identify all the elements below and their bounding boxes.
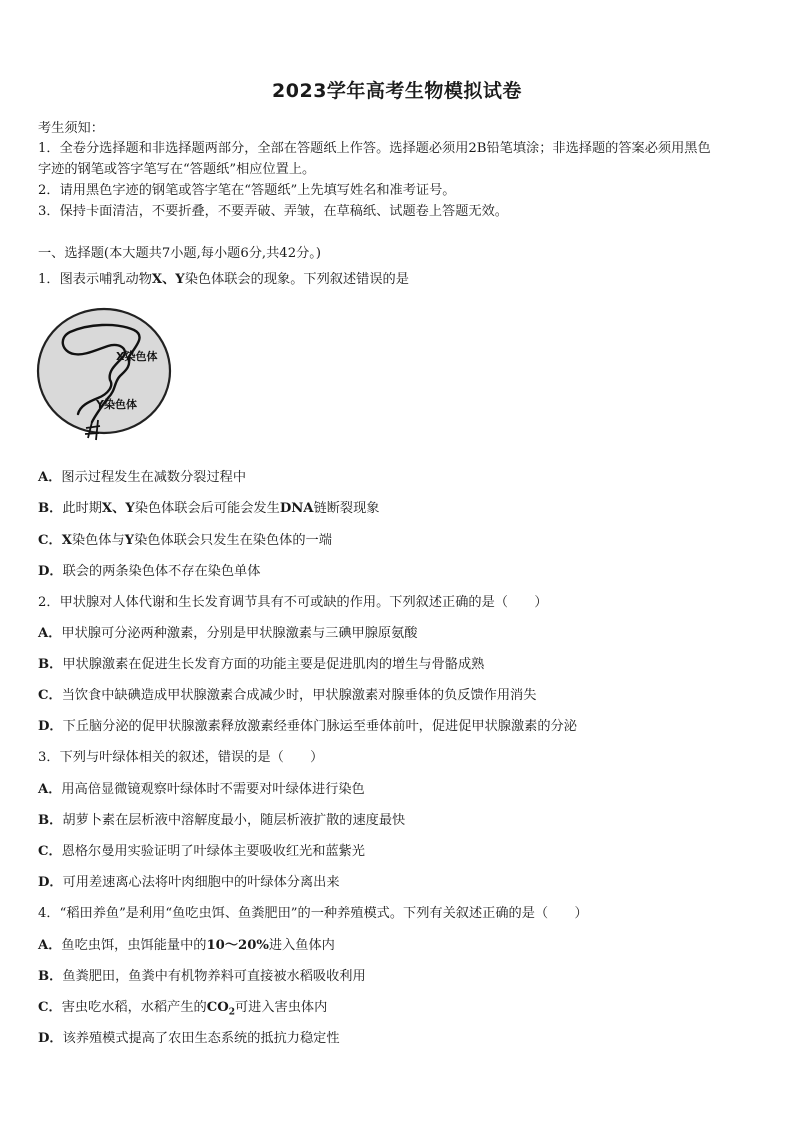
notice-item-1a: 1．全卷分选择题和非选择题两部分，全部在答题纸上作答。选择题必须用2B铅笔填涂；非选择题的答案必须用黑色 <box>38 141 711 156</box>
question-1-stem: 1．图表示哺乳动物X、Y染色体联会的现象。下列叙述错误的是 <box>38 272 409 287</box>
q1-option-a: A．图示过程发生在减数分裂过程中 <box>38 470 247 485</box>
q4-option-d: D．该养殖模式提高了农田生态系统的抵抗力稳定性 <box>38 1031 340 1046</box>
q2-option-a: A．甲状腺可分泌两种激素，分别是甲状腺激素与三碘甲腺原氨酸 <box>38 626 418 641</box>
q3-option-a: A．用高倍显微镜观察叶绿体时不需要对叶绿体进行染色 <box>38 782 365 797</box>
q1-option-d: D．联会的两条染色体不存在染色单体 <box>38 564 261 579</box>
q4-option-c: C．害虫吃水稻，水稻产生的$CO_2$可进入害虫体内 <box>38 1000 328 1018</box>
q1-option-b: B．此时期X、Y染色体联会后可能会发生DNA链断裂现象 <box>38 501 380 516</box>
q4-option-b: B．鱼粪肥田，鱼粪中有机物养料可直接被水稻吸收利用 <box>38 969 366 984</box>
section-heading: 一、选择题(本大题共7小题,每小题6分,共42分。) <box>38 246 322 261</box>
page-title: 2023学年高考生物模拟试卷 <box>272 80 522 102</box>
question-3-stem: 3．下列与叶绿体相关的叙述，错误的是（ ） <box>38 750 324 765</box>
chromosome-diagram <box>36 306 176 446</box>
q2-option-b: B．甲状腺激素在促进生长发育方面的功能主要是促进肌肉的增生与骨骼成熟 <box>38 657 485 672</box>
q3-option-b: B．胡萝卜素在层析液中溶解度最小，随层析液扩散的速度最快 <box>38 813 406 828</box>
q2-option-d: D．下丘脑分泌的促甲状腺激素释放激素经垂体门脉运至垂体前叶，促进促甲状腺激素的分泌 <box>38 719 577 734</box>
notice-item-2: 2．请用黑色字迹的钢笔或答字笔在“答题纸”上先填写姓名和准考证号。 <box>38 183 456 198</box>
q3-option-d: D．可用差速离心法将叶肉细胞中的叶绿体分离出来 <box>38 875 340 890</box>
label-x-chromosome: X染色体 <box>116 350 158 363</box>
label-y-chromosome: Y染色体 <box>96 398 137 411</box>
q4-option-a: A．鱼吃虫饵，虫饵能量中的10～20%进入鱼体内 <box>38 938 335 953</box>
question-2-stem: 2．甲状腺对人体代谢和生长发育调节具有不可或缺的作用。下列叙述正确的是（ ） <box>38 595 548 610</box>
q1-option-c: C．X染色体与Y染色体联会只发生在染色体的一端 <box>38 533 332 548</box>
q3-option-c: C．恩格尔曼用实验证明了叶绿体主要吸收红光和蓝紫光 <box>38 844 365 859</box>
notice-heading: 考生须知： <box>38 121 104 136</box>
notice-item-1b: 字迹的钢笔或答字笔写在“答题纸”相应位置上。 <box>38 162 316 177</box>
q2-option-c: C．当饮食中缺碘造成甲状腺激素合成减少时，甲状腺激素对腺垂体的负反馈作用消失 <box>38 688 537 703</box>
notice-item-3: 3．保持卡面清洁，不要折叠，不要弄破、弄皱，在草稿纸、试题卷上答题无效。 <box>38 204 508 219</box>
chromosome-synapsis-figure <box>36 306 176 446</box>
question-4-stem: 4．“稻田养鱼”是利用“鱼吃虫饵、鱼粪肥田”的一种养殖模式。下列有关叙述正确的是（ ） <box>38 906 588 921</box>
